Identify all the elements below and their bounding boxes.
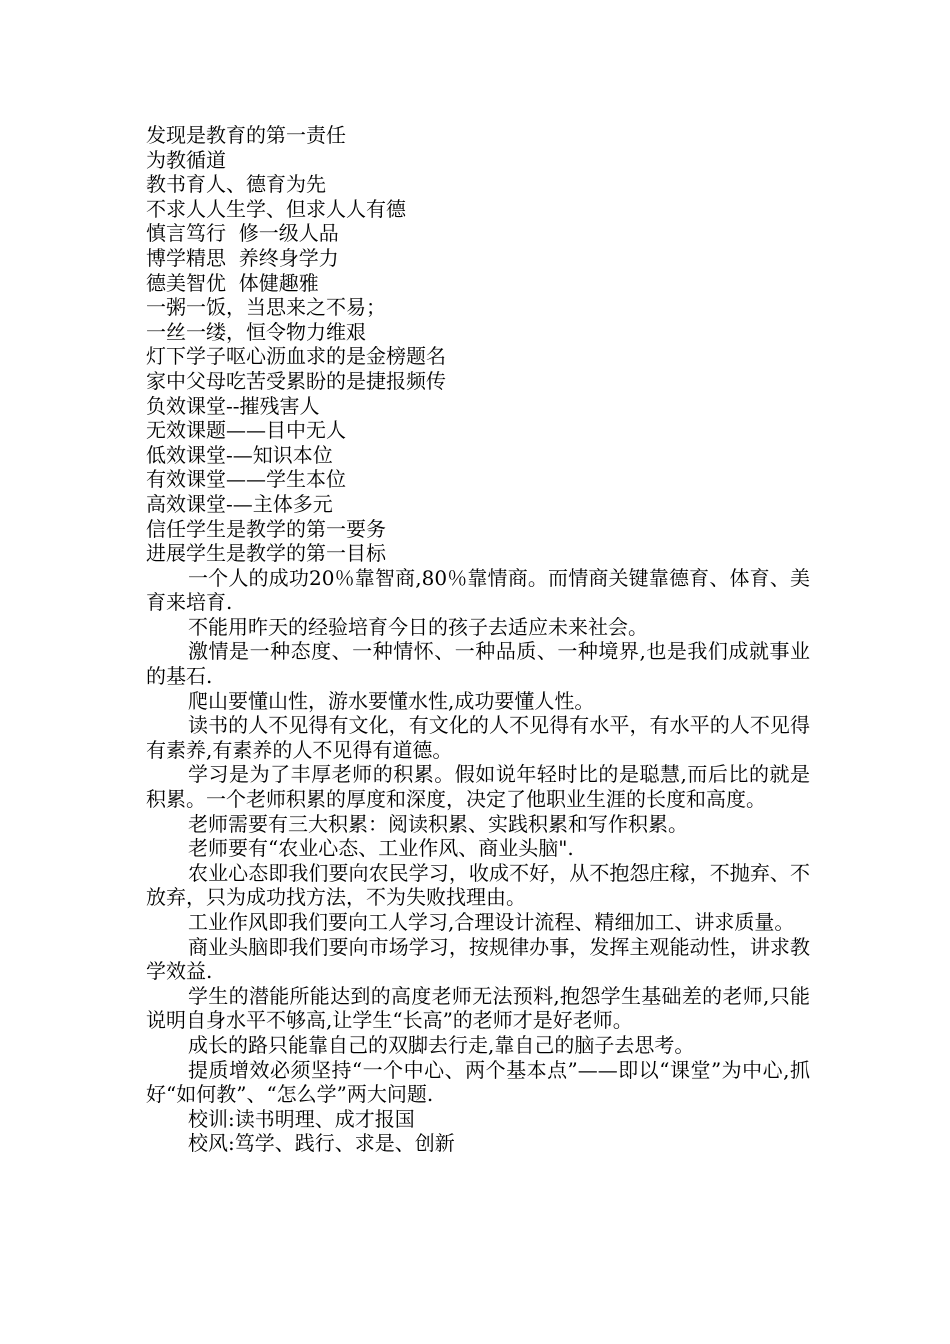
text-line: 慎言笃行 修一级人品 xyxy=(146,221,339,246)
paragraph: 商业头脑即我们要向市场学习，按规律办事，发挥主观能动性，讲求教学效益. xyxy=(146,934,810,984)
text-line: 一粥一饭，当思来之不易； xyxy=(146,295,386,320)
paragraph: 农业心态即我们要向农民学习，收成不好，从不抱怨庄稼，不抛弃、不放弃，只为成功找方法，不为失败找理由。 xyxy=(146,860,810,910)
paragraph: 校训:读书明理、成才报国 xyxy=(188,1106,415,1131)
text-line: 灯下学子呕心沥血求的是金榜题名 xyxy=(146,344,446,369)
text-line: 教书育人、德育为先 xyxy=(146,172,326,197)
paragraph: 一个人的成功20％靠智商,80％靠情商。而情商关键靠德育、体育、美育来培育. xyxy=(146,565,810,615)
text-line: 博学精思 养终身学力 xyxy=(146,245,339,270)
paragraph: 工业作风即我们要向工人学习,合理设计流程、精细加工、讲求质量。 xyxy=(188,910,795,934)
text-line: 为教循道 xyxy=(146,147,226,172)
text-line: 有效课堂——学生本位 xyxy=(146,467,346,492)
text-line: 信任学生是教学的第一要务 xyxy=(146,516,386,541)
paragraph: 老师需要有三大积累：阅读积累、实践积累和写作积累。 xyxy=(188,811,688,836)
text-line: 家中父母吃苦受累盼的是捷报频传 xyxy=(146,368,446,393)
text-line: 高效课堂-—主体多元 xyxy=(146,491,333,516)
paragraph: 学习是为了丰厚老师的积累。假如说年轻时比的是聪慧,而后比的就是积累。一个老师积累的厚度和深度，决定了他职业生涯的长度和高度。 xyxy=(146,762,810,812)
paragraph: 提质增效必须坚持“一个中心、两个基本点”——即以“课堂”为中心,抓好“如何教”、“怎么学”两大问题. xyxy=(146,1057,810,1107)
paragraph: 老师要有“农业心态、工业作风、商业头脑". xyxy=(188,836,574,861)
text-line: 负效课堂--摧残害人 xyxy=(146,393,320,418)
text-line: 德美智优 体健趣雅 xyxy=(146,270,319,295)
text-line: 不求人人生学、但求人人有德 xyxy=(146,196,406,221)
text-line: 低效课堂-—知识本位 xyxy=(146,442,333,467)
text-line: 进展学生是教学的第一目标 xyxy=(146,541,386,566)
paragraph: 读书的人不见得有文化，有文化的人不见得有水平，有水平的人不见得有素养,有素养的人不见得有道德。 xyxy=(146,713,810,762)
document-body xyxy=(146,123,810,1156)
paragraph: 激情是一种态度、一种情怀、一种品质、一种境界,也是我们成就事业的基石. xyxy=(146,639,810,689)
paragraph: 学生的潜能所能达到的高度老师无法预料,抱怨学生基础差的老师,只能说明自身水平不够高,让学生“长高”的老师才是好老师。 xyxy=(146,983,810,1033)
paragraph: 校风:笃学、践行、求是、创新 xyxy=(188,1131,455,1156)
text-line: 发现是教育的第一责任 xyxy=(146,123,346,147)
paragraph: 成长的路只能靠自己的双脚去行走,靠自己的脑子去思考。 xyxy=(188,1032,695,1057)
paragraph: 爬山要懂山性，游水要懂水性,成功要懂人性。 xyxy=(188,688,595,713)
text-line: 一丝一缕，恒令物力维艰 xyxy=(146,319,366,344)
paragraph: 不能用昨天的经验培育今日的孩子去适应未来社会。 xyxy=(188,614,648,639)
text-line: 无效课题——目中无人 xyxy=(146,418,346,443)
